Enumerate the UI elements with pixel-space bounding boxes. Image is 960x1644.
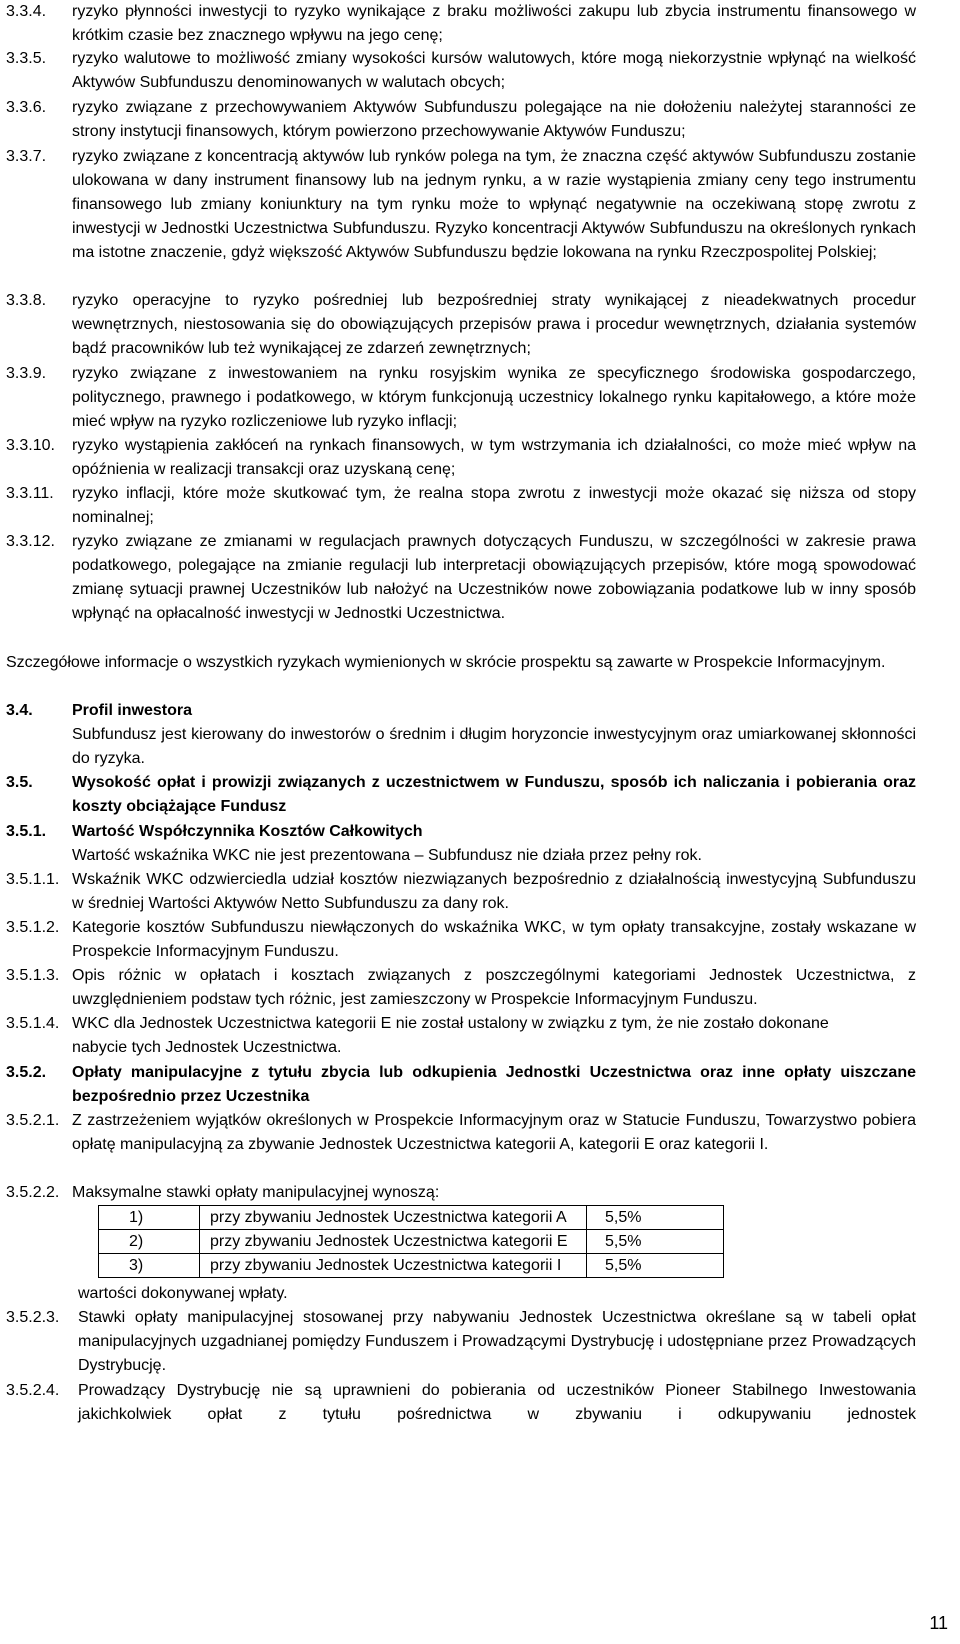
section-title: Wartość Współczynnika Kosztów Całkowitych [72,823,423,840]
item-number: 3.3.4. [6,3,47,20]
list-item [6,1379,916,1427]
summary-paragraph: Szczegółowe informacje o wszystkich ryzykach wymienionych w skrócie prospektu są zawarte w Prospekcie Informacyjnym. [6,654,886,671]
table-cell-description: przy zbywaniu Jednostek Uczestnictwa kategorii A [200,1206,587,1230]
item-text: Maksymalne stawki opłaty manipulacyjnej wynoszą: [72,1184,440,1201]
item-number: 3.3.5. [6,50,47,67]
item-text: ryzyko związane z koncentracją aktywów lub rynków polega na tym, że znaczna część aktywów Subfunduszu zostanie ulokowana w dany instrument finansowy lub na jednym rynku, a w razie wystąpienia zmiany ceny tego instrumentu finansowego lub zmiany koniunktury na tym rynku może to wpłynąć negatywnie na oczekiwaną stopę zwrotu z inwestycji w Jednostki Uczestnictwa Subfunduszu. Ryzyko koncentracji Aktywów Subfunduszu na określonych rynkach ma istotne znaczenie, gdyż większość Aktywów Subfunduszu będzie lokowana na rynku Rzeczpospolitej Polskiej; [72,148,916,261]
item-number: 3.3.10. [6,437,55,454]
list-item [6,145,916,265]
table-cell-number: 3) [99,1254,200,1278]
section-number: 3.5.2. [6,1064,47,1081]
item-text: Opis różnic w opłatach i kosztach związanych z poszczególnymi kategoriami Jednostek Uczestnictwa, z uwzględnieniem podstaw tych różnic, jest zamieszczony w Prospekcie Informacyjnym Funduszu. [72,967,916,1008]
section-heading [6,771,916,819]
item-text: Z zastrzeżeniem wyjątków określonych w Prospekcie Informacyjnym oraz w Statucie Funduszu, Towarzystwo pobiera opłatę manipulacyjną za zbywanie Jednostek Uczestnictwa kategorii A, kategorii E oraz kategorii I. [72,1112,916,1153]
item-number: 3.3.7. [6,148,47,165]
table-cell-number: 2) [99,1230,200,1254]
section-number: 3.4. [6,702,33,719]
table-cell-rate: 5,5% [587,1254,724,1278]
item-text: ryzyko związane z przechowywaniem Aktywów Subfunduszu polegające na nie dołożeniu należytej staranności ze strony instytucji finansowych, którym powierzono przechowywanie Aktywów Funduszu; [72,99,916,140]
section-heading [6,1061,916,1109]
table-cell-description: przy zbywaniu Jednostek Uczestnictwa kategorii E [200,1230,587,1254]
item-number: 3.5.1.1. [6,871,60,888]
section-text: Subfundusz jest kierowany do inwestorów o średnim i długim horyzoncie inwestycyjnym oraz umiarkowanej skłonności do ryzyka. [72,726,916,767]
item-text: ryzyko operacyjne to ryzyko pośredniej lub bezpośredniej straty wynikającej z nieadekwatnych procedur wewnętrznych, niestosowania się do obowiązujących przepisów prawa i procedur wewnętrznych, działania systemów bądź pracowników lub też wynikającej ze zdarzeń zewnętrznych; [72,292,916,357]
item-text: ryzyko inflacji, które może skutkować tym, że realna stopa zwrotu z inwestycji może okazać się niższa od stopy nominalnej; [72,485,916,526]
item-number: 3.5.1.2. [6,919,60,936]
section-text: Wartość wskaźnika WKC nie jest prezentowana – Subfundusz nie działa przez pełny rok. [72,847,702,864]
list-item [6,1181,916,1205]
item-text: Kategorie kosztów Subfunduszu niewłączonych do wskaźnika WKC, w tym opłaty transakcyjne, zostały wskazane w Prospekcie Informacyjnym Funduszu. [72,919,916,960]
item-number: 3.5.1.4. [6,1015,60,1032]
item-number: 3.3.8. [6,292,47,309]
list-item [6,47,916,95]
item-text: ryzyko płynności inwestycji to ryzyko wynikające z braku możliwości zakupu lub zbycia instrumentu finansowego w krótkim czasie bez znacznego wpływu na jego cenę; [72,3,916,44]
item-number: 3.5.2.4. [6,1382,60,1399]
list-item [6,1109,916,1157]
list-item [6,1306,916,1378]
list-item [6,434,916,482]
item-number: 3.5.2.1. [6,1112,60,1129]
list-item [6,868,916,916]
item-number: 3.5.2.2. [6,1184,60,1201]
item-text: Stawki opłaty manipulacyjnej stosowanej przy nabywaniu Jednostek Uczestnictwa określane są w tabeli opłat manipulacyjnych uzgadnianej pomiędzy Funduszem i Prowadzącymi Dystrybucję i udostępniane przez Prowadzących Dystrybucję. [78,1309,916,1374]
item-text: WKC dla Jednostek Uczestnictwa kategorii E nie został ustalony w związku z tym, że nie zostało dokonane nabycie tych Jednostek Uczestnictwa. [72,1015,829,1056]
list-item [6,482,916,530]
table-row [99,1206,724,1230]
item-text: ryzyko związane ze zmianami w regulacjach prawnych dotyczących Funduszu, w szczególności w zakresie prawa podatkowego, polegające na zmianie regulacji lub interpretacji obowiązujących przepisów, które mogą spowodować zmianę sytuacji prawnej Uczestników lub nałożyć na Uczestników nowe zobowiązania podatkowe lub w inny sposób wpłynąć na opłacalność inwestycji w Jednostki Uczestnictwa. [72,533,916,622]
list-item [6,0,916,48]
section-title: Wysokość opłat i prowizji związanych z uczestnictwem w Funduszu, sposób ich naliczania i pobierania oraz koszty obciążające Fundusz [72,774,916,815]
item-number: 3.5.2.3. [6,1309,60,1326]
section-number: 3.5. [6,774,33,791]
fee-table-note: wartości dokonywanej wpłaty. [78,1285,288,1302]
table-row [99,1230,724,1254]
section-title: Opłaty manipulacyjne z tytułu zbycia lub odkupienia Jednostki Uczestnictwa oraz inne opłaty uiszczane bezpośrednio przez Uczestnika [72,1064,916,1105]
list-item [6,916,916,964]
list-item [6,964,916,1012]
list-item [6,289,916,361]
section-heading [6,820,916,844]
item-text: ryzyko wystąpienia zakłóceń na rynkach finansowych, w tym wstrzymania ich działalności, co może mieć wpływ na opóźnienia w realizacji transakcji oraz uzyskaną cenę; [72,437,916,478]
section-title: Profil inwestora [72,702,193,719]
table-cell-number: 1) [99,1206,200,1230]
list-item [6,530,916,626]
section-number: 3.5.1. [6,823,47,840]
item-number: 3.3.12. [6,533,55,550]
table-cell-rate: 5,5% [587,1230,724,1254]
item-text: Prowadzący Dystrybucję nie są uprawnieni do pobierania od uczestników Pioneer Stabilnego Inwestowania jakichkolwiek opłat z tytułu pośrednictwa w zbywaniu i odkupywaniu jednostek [78,1382,916,1423]
item-number: 3.3.11. [6,485,54,502]
item-number: 3.5.1.3. [6,967,60,984]
table-row [99,1254,724,1278]
item-text: ryzyko walutowe to możliwość zmiany wysokości kursów walutowych, które mogą niekorzystnie wpłynąć na wielkość Aktywów Subfunduszu denominowanych w walutach obcych; [72,50,916,91]
table-cell-description: przy zbywaniu Jednostek Uczestnictwa kategorii I [200,1254,587,1278]
item-text: ryzyko związane z inwestowaniem na rynku rosyjskim wynika ze specyficznego środowiska gospodarczego, politycznego, prawnego i podatkowego, w którym funkcjonują uczestnicy lokalnego rynku kapitałowego, a które może mieć wpływ na ryzyko rozliczeniowe lub ryzyko inflacji; [72,365,916,430]
fee-table [98,1205,724,1278]
item-text: Wskaźnik WKC odzwierciedla udział kosztów niezwiązanych bezpośrednio z działalnością inwestycyjną Subfunduszu w średniej Wartości Aktywów Netto Subfunduszu za dany rok. [72,871,916,912]
item-number: 3.3.6. [6,99,47,116]
list-item [6,96,916,144]
table-cell-rate: 5,5% [587,1206,724,1230]
list-item [6,1012,840,1060]
page-number: 11 [929,1613,948,1633]
list-item [6,362,916,434]
section-heading [6,699,916,723]
item-number: 3.3.9. [6,365,47,382]
